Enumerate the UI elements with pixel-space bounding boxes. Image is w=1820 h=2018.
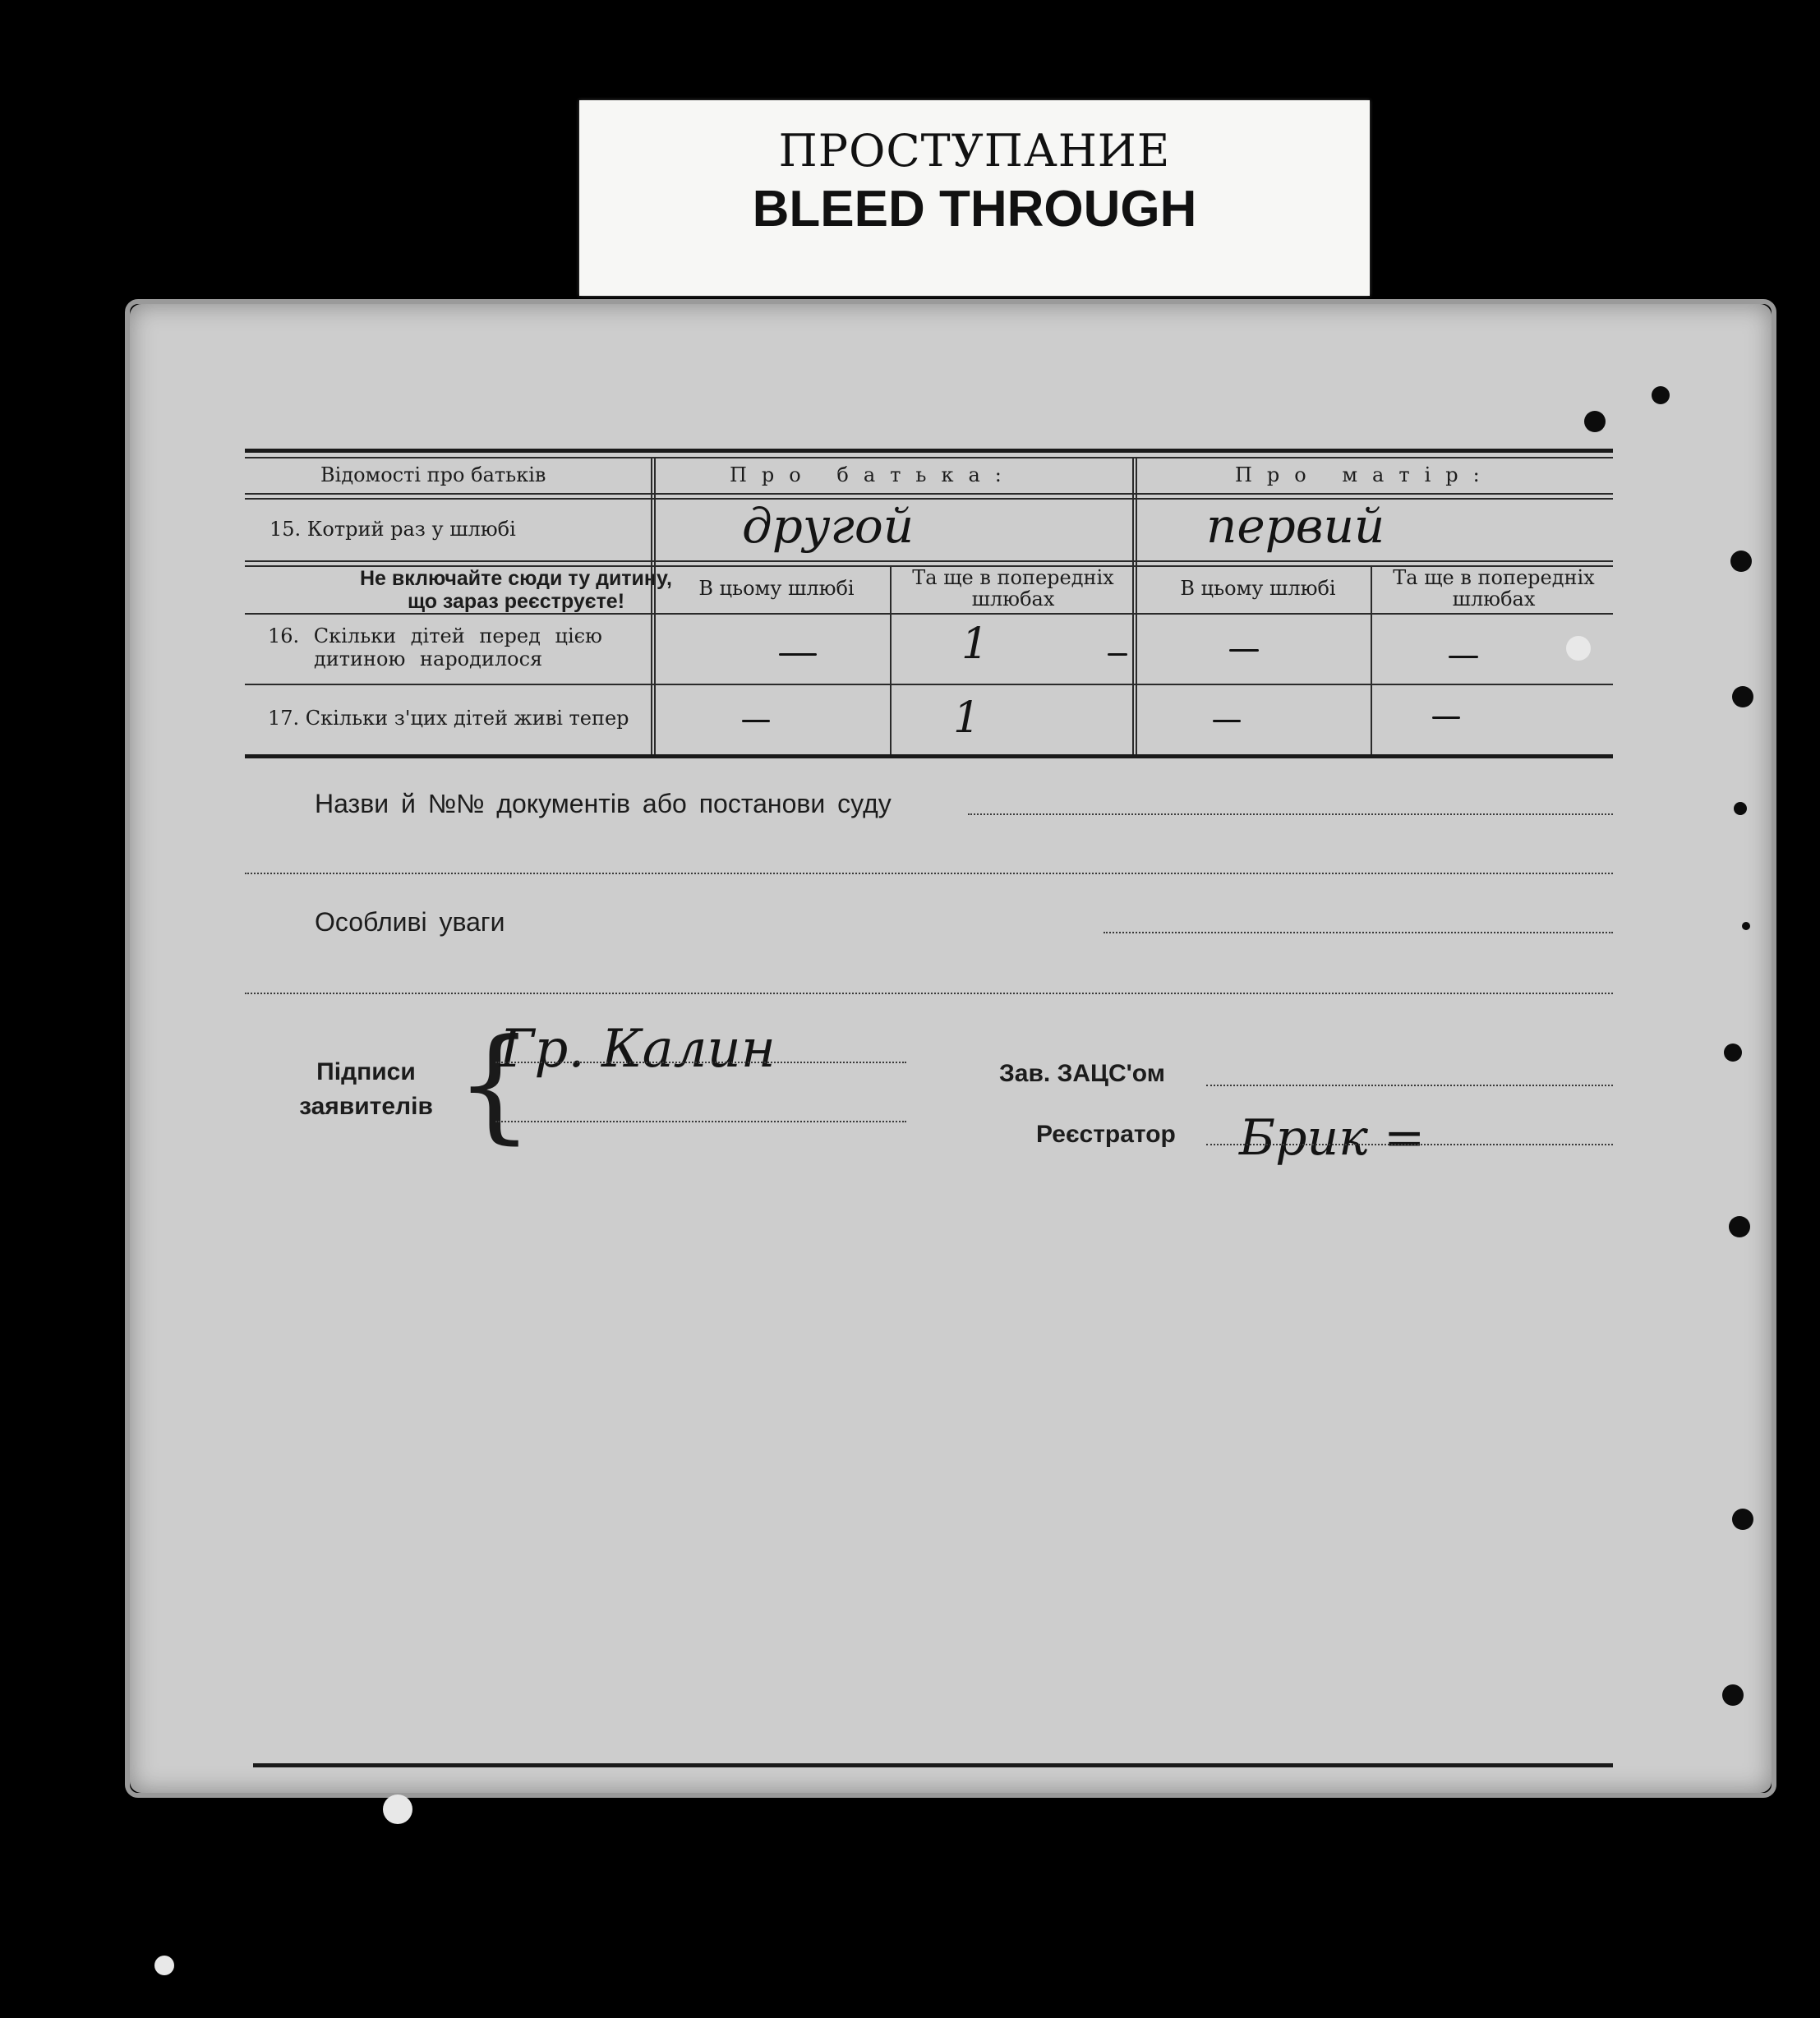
remarks-dotline-2 — [245, 993, 1613, 994]
applicant-signature-dotline-2 — [495, 1121, 906, 1122]
binding-hole — [1742, 922, 1750, 930]
exclude-note-line1: Не включайте сюди ту дитину, — [360, 567, 672, 590]
binding-hole — [1584, 411, 1606, 432]
signatures-label-line2: заявителів — [299, 1093, 433, 1120]
exclude-note-line2: що зараз реєструєте! — [407, 590, 625, 613]
remarks-dotline-1 — [1104, 932, 1613, 933]
row16-label-line1: 16. Скільки дітей перед цією — [268, 624, 602, 647]
row16-father-this-dash — [779, 653, 817, 656]
binding-hole — [1729, 1216, 1750, 1237]
row17-father-prev-value: 1 — [953, 693, 981, 743]
row17-mother-prev-dash — [1432, 716, 1460, 719]
mother-sub-prev-line1: Та ще в попередніх — [1393, 566, 1595, 589]
binding-hole — [1734, 802, 1747, 815]
row15-bottom-rule — [245, 560, 1613, 562]
table-vline-mother-split — [1371, 565, 1372, 754]
row17-mother-this-dash — [1213, 720, 1241, 722]
head-label: Зав. ЗАЦС'ом — [999, 1060, 1165, 1087]
header-parents-info: Відомості про батьків — [320, 463, 546, 486]
binding-hole — [1732, 686, 1753, 707]
background-mark — [154, 1956, 174, 1975]
mother-sub-this-marriage: В цьому шлюбі — [1180, 577, 1336, 600]
background-mark — [383, 1795, 412, 1824]
table-vline-father-split — [890, 565, 892, 754]
row16-father-prev-dash — [1108, 653, 1127, 656]
table-vline-label-col — [651, 457, 656, 754]
mother-sub-prev-marriages — [1375, 567, 1613, 610]
header-bottom-rule-2 — [245, 498, 1613, 500]
page-bottom-rule — [253, 1763, 1613, 1767]
binding-hole — [1722, 1684, 1744, 1706]
row16-bottom-rule — [245, 684, 1613, 685]
binding-hole — [1566, 636, 1591, 661]
document-page — [130, 304, 1772, 1793]
row16-label — [268, 624, 602, 670]
father-sub-prev-line1: Та ще в попередніх — [912, 566, 1114, 589]
row17-label: 17. Скільки з'цих дітей живі тепер — [268, 707, 629, 730]
row15-father-handwritten: другой — [742, 498, 915, 554]
documents-dotline-1 — [968, 813, 1613, 815]
father-sub-prev-line2: шлюбах — [971, 587, 1055, 610]
row15-label: 15. Котрий раз у шлюбі — [270, 518, 516, 541]
applicant-signature: Гр. Калин — [500, 1019, 776, 1080]
row16-label-line2: дитиною народилося — [314, 647, 543, 670]
remarks-label: Особливі уваги — [315, 907, 505, 937]
mother-sub-prev-line2: шлюбах — [1452, 587, 1536, 610]
archive-label — [579, 100, 1370, 296]
documents-dotline-2 — [245, 873, 1613, 874]
header-about-father: Про батька: — [730, 463, 1016, 486]
binding-hole — [1732, 1509, 1753, 1530]
applicant-signature-dotline-1 — [495, 1062, 906, 1063]
label-title-cyrillic: ПРОСТУПАНИЕ — [778, 125, 1171, 177]
signatures-label — [294, 1055, 438, 1124]
registrar-signature: Брик = — [1239, 1109, 1426, 1167]
table-top-rule — [245, 449, 1613, 453]
row16-father-prev-value: 1 — [961, 620, 989, 669]
registrar-dotline — [1206, 1144, 1613, 1145]
row17-father-this-dash — [742, 720, 770, 722]
binding-hole — [1652, 386, 1670, 404]
header-bottom-rule — [245, 493, 1613, 495]
label-title-english: BLEED THROUGH — [752, 181, 1197, 237]
table-vline-parent-split — [1132, 457, 1137, 754]
signatures-label-line1: Підписи — [316, 1058, 416, 1085]
documents-label: Назви й №№ документів або постанови суду — [315, 789, 892, 818]
table-bottom-rule — [245, 754, 1613, 758]
head-dotline — [1206, 1085, 1613, 1086]
signatures-brace: { — [455, 1013, 534, 1156]
row16-mother-prev-dash — [1449, 656, 1478, 658]
row15-mother-handwritten: первий — [1206, 498, 1385, 554]
binding-hole — [1724, 1044, 1742, 1062]
father-sub-prev-marriages — [894, 567, 1132, 610]
row16-mother-this-dash — [1229, 649, 1259, 652]
subheader-bottom-rule — [245, 613, 1613, 615]
registrar-label: Реєстратор — [1036, 1121, 1176, 1148]
table-top-rule-2 — [245, 457, 1613, 458]
father-sub-this-marriage: В цьому шлюбі — [698, 577, 855, 600]
header-about-mother: Про матір: — [1235, 463, 1495, 486]
binding-hole — [1730, 551, 1752, 572]
